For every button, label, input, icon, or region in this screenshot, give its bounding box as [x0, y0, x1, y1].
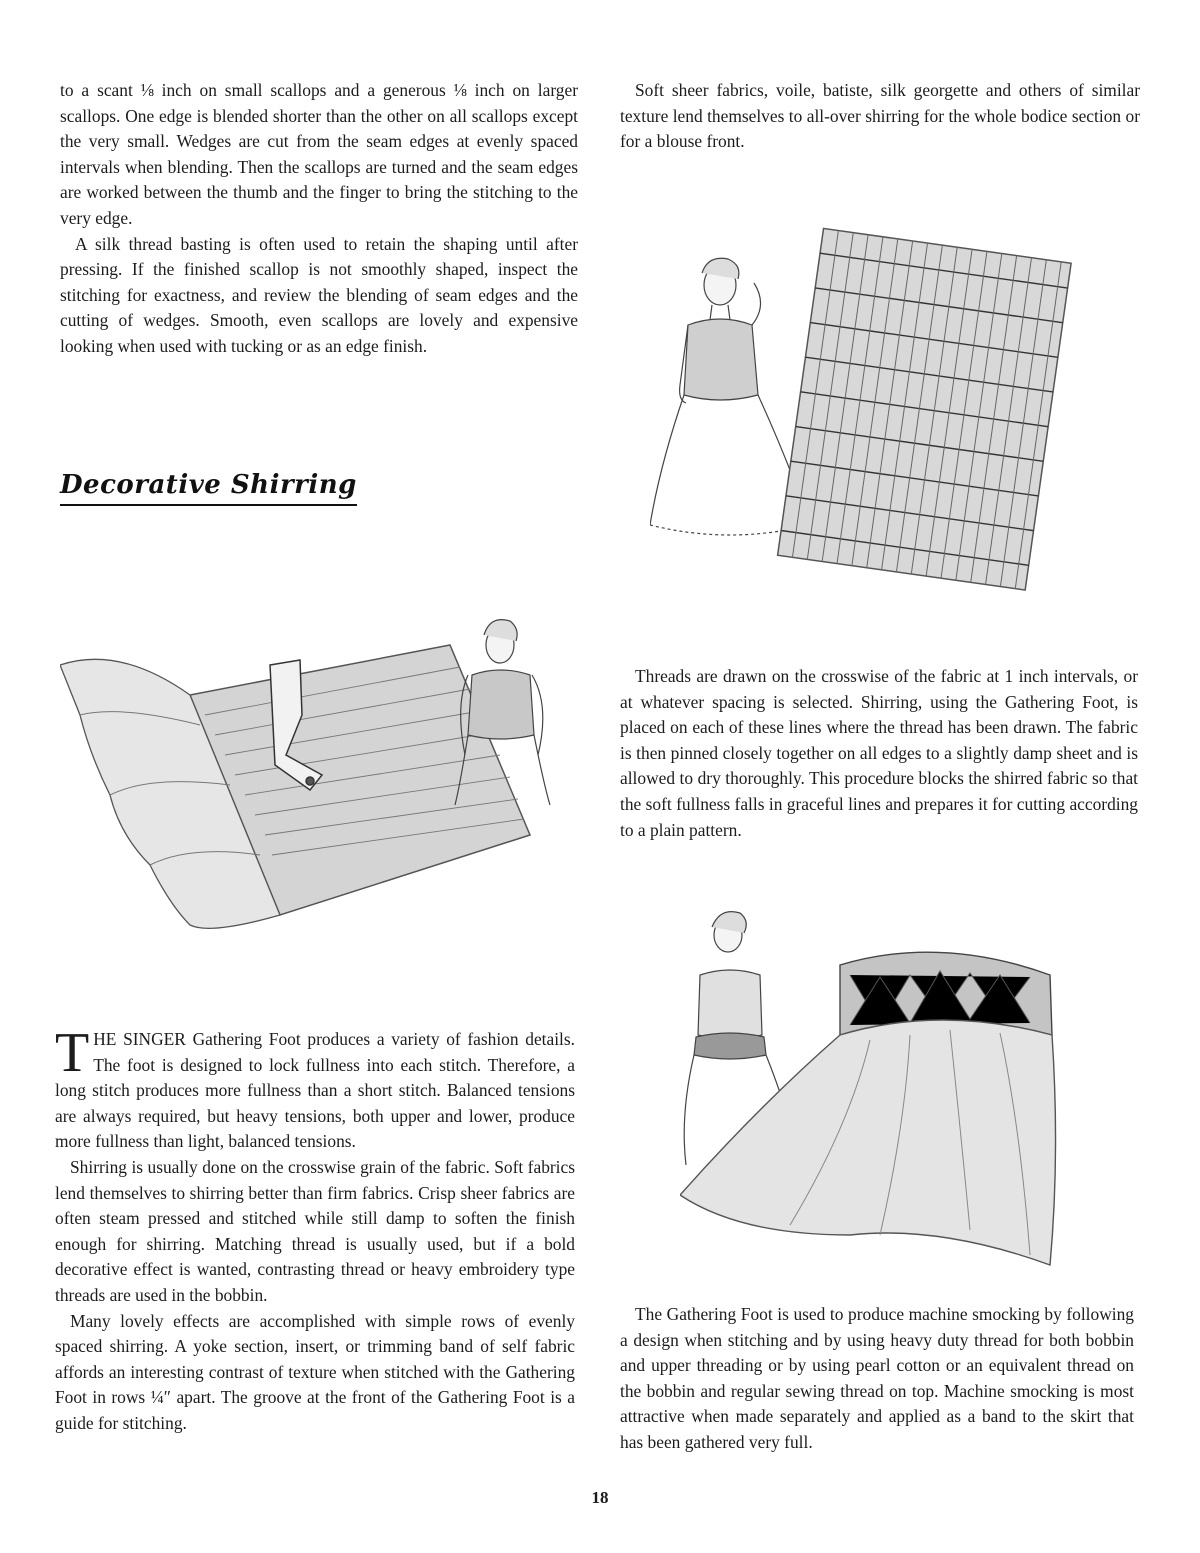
shirred-fabric-panel	[778, 228, 1071, 590]
right-column-bottom-text	[620, 1302, 1134, 1456]
left-column-top-text	[60, 78, 578, 360]
smocked-skirt-illustration	[680, 905, 1070, 1280]
gathering-foot-paragraph-1	[55, 1022, 575, 1155]
drop-cap: T	[55, 1022, 90, 1084]
sheer-fabrics-paragraph: Soft sheer fabrics, voile, batiste, silk georgette and others of similar texture lend themselves to all-over shirring for the whole bodice section or for a blouse front.	[620, 80, 1140, 152]
page-number: 18	[591, 1488, 609, 1507]
gathering-foot-paragraph-2: Shirring is usually done on the crosswise grain of the fabric. Soft fabrics lend themselves to shirring better than firm fabrics. Crisp sheer fabrics are often steam pressed and stitched while still damp to soften the finish enough for shirring. Matching thread is usually used, but if a bold decorative effect is wanted, contrasting thread or heavy embroidery type threads are used in the bobbin.	[55, 1156, 575, 1305]
right-column-mid-text	[620, 664, 1138, 843]
paragraph-1-body: Gathering Foot produces a variety of fashion details. The foot is designed to lock fullness into each stitch. Therefore, a long stitch produces more fullness than a short stitch. Balanced tensions are always required, but heavy tensions, both upper and lower, produce more fullness than light, balanced tensions.	[55, 1029, 575, 1152]
right-column-top-text	[620, 78, 1140, 155]
gathering-foot-illustration	[60, 605, 560, 935]
left-column-bottom-text	[55, 1022, 575, 1437]
scallop-paragraph-1: to a scant ⅛ inch on small scallops and a generous ⅛ inch on larger scallops. One edge is blended shorter than the other on all scallops except the very small. Wedges are cut from the seam edges at evenly spaced intervals when blending. Then the scallops are turned and the seam edges are worked between the thumb and the finger to bring the stitching to the very edge.	[60, 80, 578, 228]
drawn-threads-paragraph: Threads are drawn on the crosswise of the fabric at 1 inch intervals, or at whatever spacing is selected. Shirring, using the Gathering Foot, is placed on each of these lines where the thread has been drawn. The fabric is then pinned closely together on all edges to a slightly damp sheet and is allowed to dry thoroughly. This procedure blocks the shirred fabric so that the soft fullness falls in graceful lines and prepares it for cutting according to a plain pattern.	[620, 666, 1138, 840]
section-heading: Decorative Shirring	[60, 470, 357, 506]
gathering-foot-paragraph-3: Many lovely effects are accomplished with simple rows of evenly spaced shirring. A yoke section, insert, or trimming band of self fabric affords an interesting contrast of texture when stitched with the Gathering Foot in rows ¼″ apart. The groove at the front of the Gathering Foot is a guide for stitching.	[55, 1310, 575, 1433]
machine-smocking-paragraph: The Gathering Foot is used to produce machine smocking by following a design when stitching and by using heavy duty thread for both bobbin and upper threading or by using pearl cotton or an equivalent thread on the bobbin and regular sewing thread on top. Machine smocking is most attractive when made separately and applied as a band to the skirt that has been gathered very full.	[620, 1304, 1134, 1452]
scallop-paragraph-2: A silk thread basting is often used to retain the shaping until after pressing. If the finished scallop is not smoothly shaped, inspect the stitching for exactness, and review the blending of seam edges and the cutting of wedges. Smooth, even scallops are lovely and expensive looking when used with tucking or as an edge finish.	[60, 233, 578, 356]
shirred-panel-illustration	[650, 225, 1100, 595]
lead-in-text: HE SINGER	[93, 1029, 186, 1049]
